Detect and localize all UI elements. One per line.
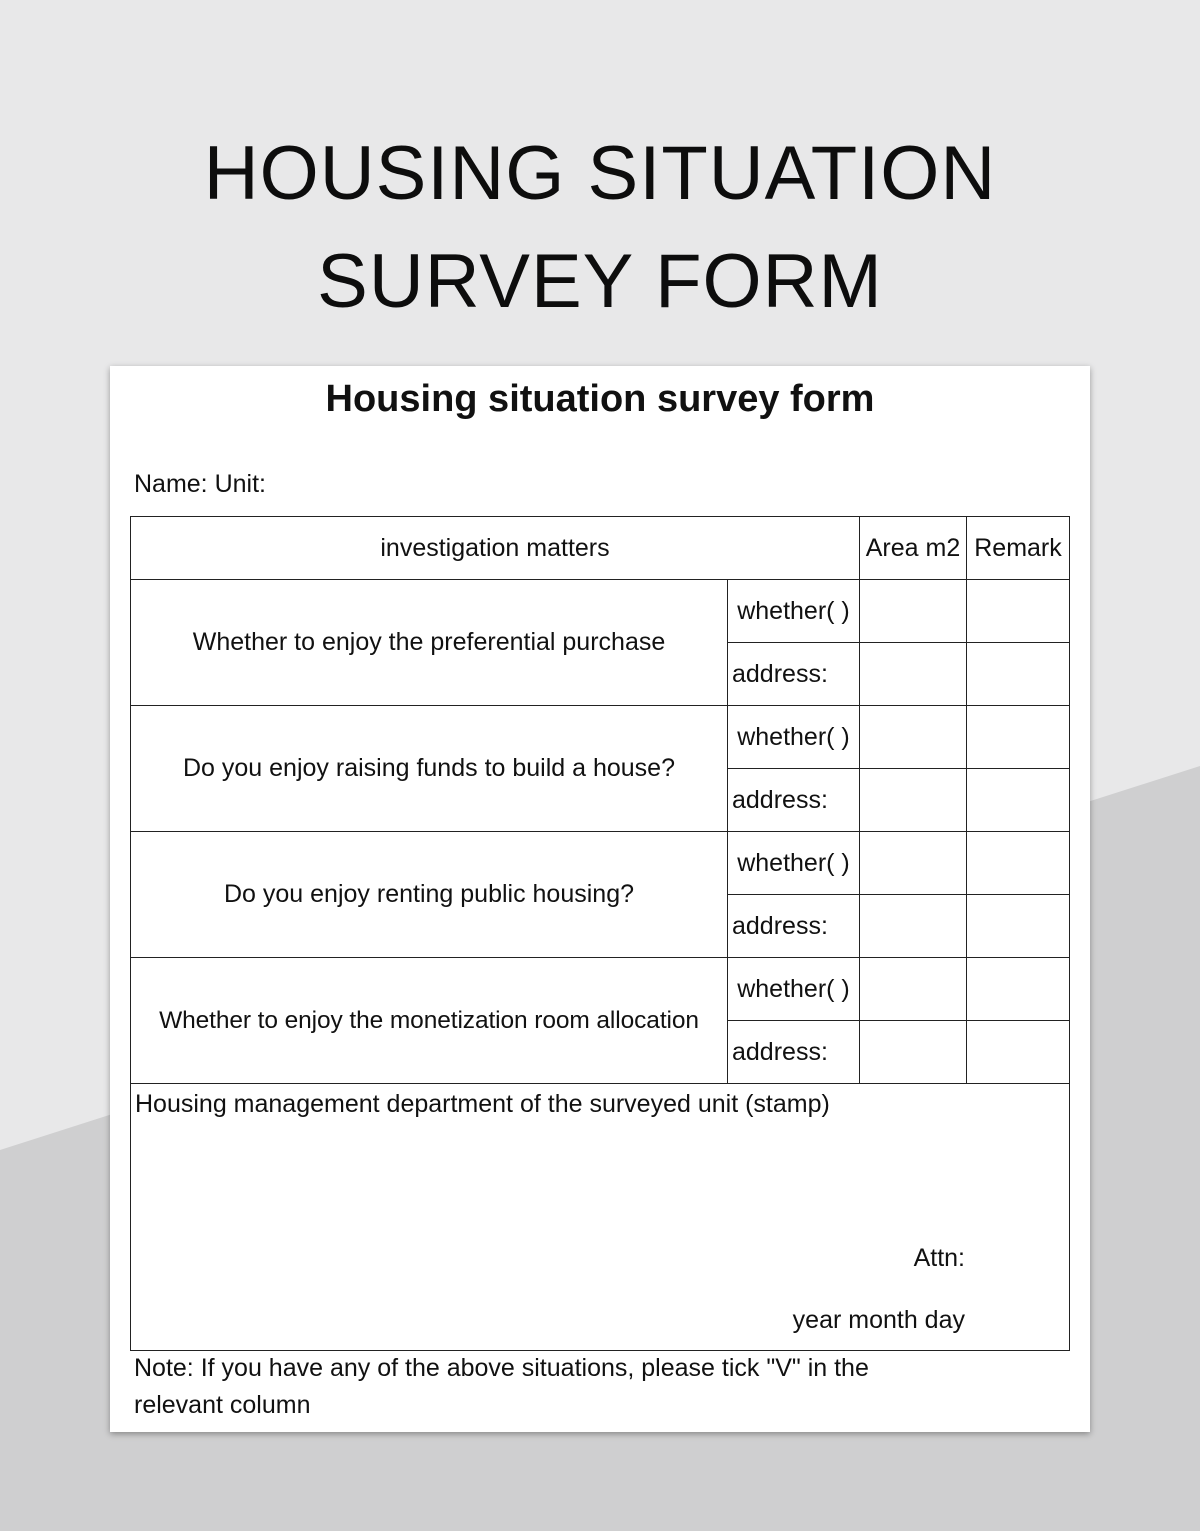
area-input[interactable] [860,895,967,958]
remark-input[interactable] [967,580,1070,643]
address-field[interactable]: address: [728,895,860,958]
table-row [131,580,1070,643]
area-input[interactable] [860,580,967,643]
question-raising-funds: Do you enjoy raising funds to build a house? [131,706,728,832]
header-remark: Remark [967,517,1070,580]
address-field[interactable]: address: [728,769,860,832]
area-input[interactable] [860,706,967,769]
table-row [131,832,1070,895]
area-input[interactable] [860,832,967,895]
name-unit-label: Name: Unit: [134,470,266,498]
question-renting-public-housing: Do you enjoy renting public housing? [131,832,728,958]
date-label: year month day [792,1306,965,1334]
remark-input[interactable] [967,1021,1070,1084]
header-investigation-matters: investigation matters [131,517,860,580]
area-input[interactable] [860,769,967,832]
page-title-line-1: HOUSING SITUATION [203,131,997,216]
page-title-line-2: SURVEY FORM [317,239,883,324]
whether-field[interactable]: whether( ) [728,580,860,643]
remark-input[interactable] [967,643,1070,706]
whether-field[interactable]: whether( ) [728,706,860,769]
area-input[interactable] [860,643,967,706]
remark-input[interactable] [967,706,1070,769]
table-row [131,706,1070,769]
attn-label: Attn: [913,1244,965,1272]
header-area: Area m2 [860,517,967,580]
table-header-row [131,517,1070,580]
stamp-label: Housing management department of the surveyed unit (stamp) [135,1090,830,1118]
remark-input[interactable] [967,895,1070,958]
remark-input[interactable] [967,832,1070,895]
address-field[interactable]: address: [728,1021,860,1084]
question-preferential-purchase: Whether to enjoy the preferential purchase [131,580,728,706]
area-input[interactable] [860,1021,967,1084]
address-field[interactable]: address: [728,643,860,706]
table-row [131,958,1070,1021]
remark-input[interactable] [967,958,1070,1021]
remark-input[interactable] [967,769,1070,832]
area-input[interactable] [860,958,967,1021]
stamp-area[interactable] [131,1084,1070,1351]
stamp-row [131,1084,1070,1351]
form-sheet [110,366,1090,1432]
form-title: Housing situation survey form [325,378,875,420]
whether-field[interactable]: whether( ) [728,958,860,1021]
question-monetization-allocation: Whether to enjoy the monetization room allocation [131,958,728,1084]
page-title [0,120,1200,336]
whether-field[interactable]: whether( ) [728,832,860,895]
note-text: Note: If you have any of the above situations, please tick "V" in the relevant column [134,1354,869,1419]
survey-table [130,516,1070,1351]
